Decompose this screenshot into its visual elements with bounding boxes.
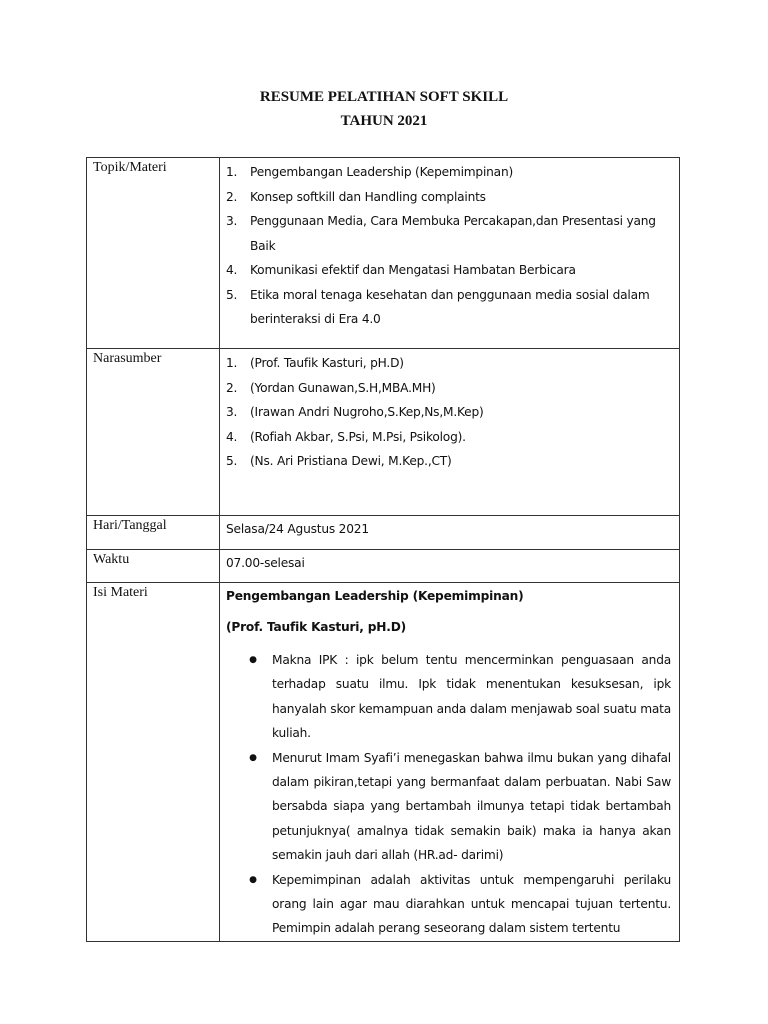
list-item: 2. (Yordan Gunawan,S.H,MBA.MH): [226, 380, 436, 395]
list-item: 1. Pengembangan Leadership (Kepemimpinan): [226, 165, 514, 179]
bullet-icon: ●: [249, 752, 257, 763]
bullet-icon: ●: [249, 874, 257, 885]
row-narasumber: [87, 349, 680, 516]
list-item: ● Menurut Imam Syafi’i menegaskan bahwa ilmu bukan yang dihafal dalam pikiran,tetapi yang bermanfaat dalam perbuatan. Nabi Saw bersabda siapa yang bertambah ilmunya tetapi tidak bertambah petunjuknya( amalnya tidak semakin baik) maka ia hanya akan semakin jauh dari allah (HR.ad- darimi): [226, 746, 671, 868]
list-item: 3. (Irawan Andri Nugroho,S.Kep,Ns,M.Kep): [226, 405, 484, 419]
row-isi-materi: [87, 583, 680, 942]
waktu-value: 07.00-selesai: [226, 556, 305, 570]
label-topik: Topik/Materi: [87, 158, 220, 349]
topik-list: [226, 160, 671, 332]
list-item: 1. (Prof. Taufik Kasturi, pH.D): [226, 356, 404, 370]
isi-speaker: (Prof. Taufik Kasturi, pH.D): [226, 620, 406, 634]
hari-tanggal-value: Selasa/24 Agustus 2021: [226, 522, 369, 536]
list-item: 4. Komunikasi efektif dan Mengatasi Hambatan Berbicara: [226, 263, 576, 277]
narasumber-list: [226, 351, 671, 474]
list-item: ● Makna IPK : ipk belum tentu mencerminkan penguasaan anda terhadap suatu ilmu. Ipk tidak menentukan kesuksesan, ipk hanyalah skor kemampuan anda dalam menjawab soal suatu mata kuliah.: [226, 648, 671, 746]
bullet-icon: ●: [249, 655, 257, 665]
cell-topik: [220, 158, 680, 349]
cell-narasumber: [220, 349, 680, 516]
list-item: 4. (Rofiah Akbar, S.Psi, M.Psi, Psikolog).: [226, 429, 466, 444]
label-isi-materi: Isi Materi: [87, 583, 220, 942]
row-hari-tanggal: [87, 516, 680, 550]
row-waktu: [87, 550, 680, 583]
label-narasumber: Narasumber: [87, 349, 220, 516]
list-item: ● Kepemimpinan adalah aktivitas untuk mempengaruhi perilaku orang lain agar mau diarahkan untuk mencapai tujuan tertentu. Pemimpin adalah perang seseorang dalam sistem tertentu: [226, 868, 671, 941]
list-item: 2. Konsep softkill dan Handling complaints: [226, 189, 486, 204]
isi-bullet-list: [226, 648, 671, 941]
row-topik: [87, 158, 680, 349]
label-waktu: Waktu: [87, 550, 220, 583]
resume-table: [86, 157, 680, 942]
document-subtitle-year: TAHUN 2021: [340, 113, 428, 129]
cell-waktu: [220, 550, 680, 583]
cell-isi-materi: [220, 583, 680, 942]
list-item: 5. Etika moral tenaga kesehatan dan penggunaan media sosial dalam berinteraksi di Era 4.0: [226, 287, 650, 326]
label-hari-tanggal: Hari/Tanggal: [87, 516, 220, 550]
document-title: RESUME PELATIHAN SOFT SKILL: [259, 89, 509, 105]
list-item: 5. (Ns. Ari Pristiana Dewi, M.Kep.,CT): [226, 454, 452, 468]
list-item: 3. Penggunaan Media, Cara Membuka Percakapan,dan Presentasi yang Baik: [226, 214, 656, 253]
isi-heading: Pengembangan Leadership (Kepemimpinan): [226, 589, 524, 603]
cell-hari-tanggal: [220, 516, 680, 550]
